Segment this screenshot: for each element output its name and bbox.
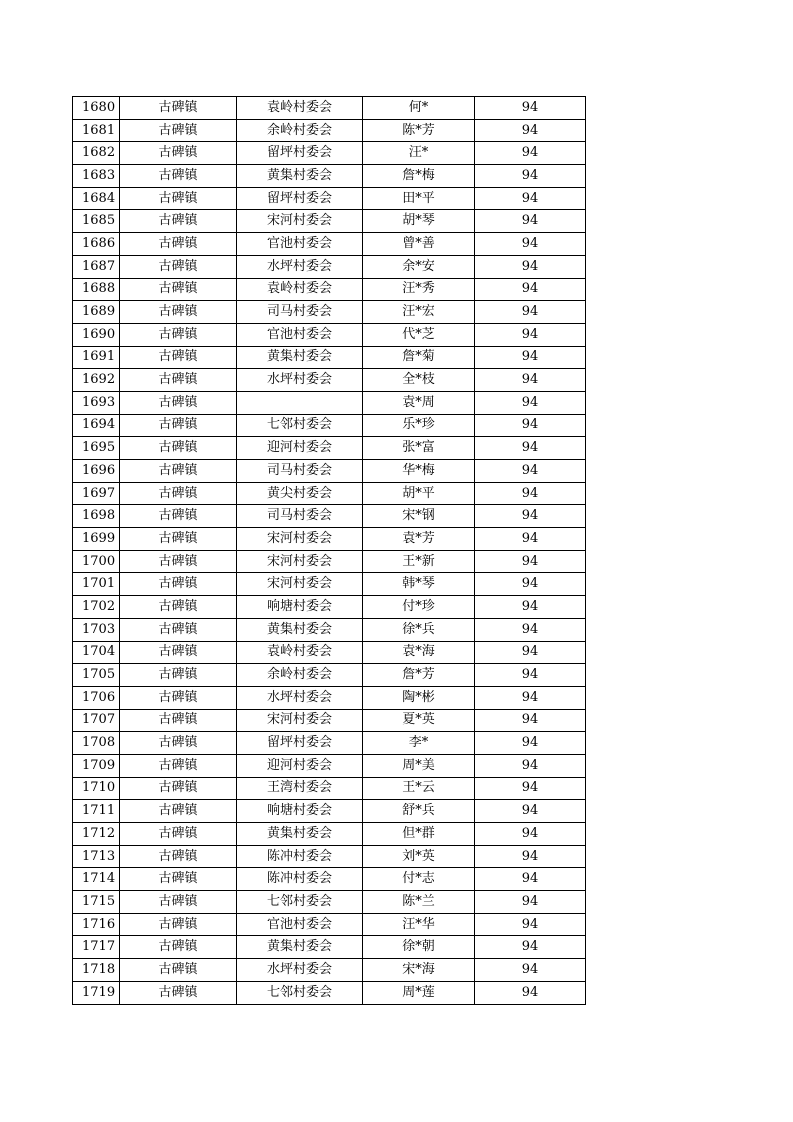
name-cell: 韩*琴 [363,573,475,596]
score-cell: 94 [475,641,586,664]
score-cell: 94 [475,391,586,414]
table-row [73,278,586,301]
name-cell: 代*芝 [363,323,475,346]
serial-number-cell: 1682 [73,142,120,165]
serial-number-cell: 1714 [73,868,120,891]
village-committee-cell: 迎河村委会 [237,437,363,460]
score-cell: 94 [475,165,586,188]
table-row [73,686,586,709]
table-row [73,596,586,619]
serial-number-cell: 1690 [73,323,120,346]
village-committee-cell: 水坪村委会 [237,959,363,982]
name-cell: 詹*梅 [363,165,475,188]
table-row [73,142,586,165]
table-row [73,482,586,505]
name-cell: 胡*平 [363,482,475,505]
serial-number-cell: 1716 [73,913,120,936]
score-cell: 94 [475,460,586,483]
score-cell: 94 [475,959,586,982]
serial-number-cell: 1705 [73,664,120,687]
town-cell: 古碑镇 [120,573,237,596]
town-cell: 古碑镇 [120,255,237,278]
village-committee-cell [237,391,363,414]
score-cell: 94 [475,573,586,596]
serial-number-cell: 1683 [73,165,120,188]
serial-number-cell: 1686 [73,233,120,256]
serial-number-cell: 1698 [73,505,120,528]
village-committee-cell: 留坪村委会 [237,732,363,755]
name-cell: 陈*芳 [363,119,475,142]
village-committee-cell: 宋河村委会 [237,528,363,551]
name-cell: 汪* [363,142,475,165]
town-cell: 古碑镇 [120,981,237,1004]
serial-number-cell: 1712 [73,823,120,846]
serial-number-cell: 1706 [73,686,120,709]
village-committee-cell: 宋河村委会 [237,210,363,233]
table-row [73,346,586,369]
village-committee-cell: 响塘村委会 [237,596,363,619]
village-committee-cell: 迎河村委会 [237,754,363,777]
name-cell: 全*枝 [363,369,475,392]
name-cell: 李* [363,732,475,755]
table-row [73,959,586,982]
name-cell: 宋*海 [363,959,475,982]
village-committee-cell: 袁岭村委会 [237,641,363,664]
table-row [73,573,586,596]
table-row [73,891,586,914]
name-cell: 陈*兰 [363,891,475,914]
name-cell: 汪*宏 [363,301,475,324]
village-committee-cell: 宋河村委会 [237,709,363,732]
table-row [73,391,586,414]
serial-number-cell: 1689 [73,301,120,324]
serial-number-cell: 1697 [73,482,120,505]
name-cell: 王*新 [363,550,475,573]
town-cell: 古碑镇 [120,460,237,483]
score-cell: 94 [475,119,586,142]
town-cell: 古碑镇 [120,414,237,437]
town-cell: 古碑镇 [120,391,237,414]
town-cell: 古碑镇 [120,596,237,619]
table-row [73,119,586,142]
score-cell: 94 [475,936,586,959]
table-row [73,97,586,120]
serial-number-cell: 1704 [73,641,120,664]
village-committee-cell: 官池村委会 [237,233,363,256]
town-cell: 古碑镇 [120,709,237,732]
serial-number-cell: 1681 [73,119,120,142]
name-cell: 汪*华 [363,913,475,936]
serial-number-cell: 1695 [73,437,120,460]
name-cell: 胡*琴 [363,210,475,233]
serial-number-cell: 1700 [73,550,120,573]
table-row [73,845,586,868]
table-row [73,369,586,392]
score-cell: 94 [475,301,586,324]
town-cell: 古碑镇 [120,119,237,142]
score-cell: 94 [475,709,586,732]
village-committee-cell: 黄集村委会 [237,165,363,188]
village-committee-cell: 七邻村委会 [237,891,363,914]
score-cell: 94 [475,505,586,528]
name-cell: 余*安 [363,255,475,278]
name-cell: 袁*周 [363,391,475,414]
score-cell: 94 [475,550,586,573]
name-cell: 华*梅 [363,460,475,483]
town-cell: 古碑镇 [120,845,237,868]
table-body [73,97,586,1005]
table-row [73,913,586,936]
town-cell: 古碑镇 [120,528,237,551]
village-committee-cell: 黄集村委会 [237,936,363,959]
name-cell: 乐*珍 [363,414,475,437]
score-cell: 94 [475,369,586,392]
table-row [73,981,586,1004]
table-row [73,414,586,437]
name-cell: 张*富 [363,437,475,460]
town-cell: 古碑镇 [120,868,237,891]
name-cell: 袁*海 [363,641,475,664]
town-cell: 古碑镇 [120,482,237,505]
village-committee-cell: 水坪村委会 [237,255,363,278]
score-cell: 94 [475,664,586,687]
score-cell: 94 [475,482,586,505]
score-cell: 94 [475,255,586,278]
town-cell: 古碑镇 [120,97,237,120]
score-cell: 94 [475,346,586,369]
village-committee-cell: 水坪村委会 [237,369,363,392]
name-cell: 袁*芳 [363,528,475,551]
score-cell: 94 [475,732,586,755]
town-cell: 古碑镇 [120,437,237,460]
score-cell: 94 [475,686,586,709]
name-cell: 詹*芳 [363,664,475,687]
town-cell: 古碑镇 [120,732,237,755]
table-row [73,800,586,823]
score-cell: 94 [475,187,586,210]
table-row [73,664,586,687]
village-committee-cell: 宋河村委会 [237,550,363,573]
town-cell: 古碑镇 [120,187,237,210]
name-cell: 宋*钢 [363,505,475,528]
table-row [73,187,586,210]
village-committee-cell: 水坪村委会 [237,686,363,709]
village-committee-cell: 官池村委会 [237,323,363,346]
town-cell: 古碑镇 [120,346,237,369]
name-cell: 王*云 [363,777,475,800]
name-cell: 夏*英 [363,709,475,732]
village-committee-cell: 黄集村委会 [237,618,363,641]
table-row [73,210,586,233]
serial-number-cell: 1684 [73,187,120,210]
village-committee-cell: 袁岭村委会 [237,278,363,301]
village-committee-cell: 留坪村委会 [237,187,363,210]
village-committee-cell: 陈冲村委会 [237,845,363,868]
score-cell: 94 [475,868,586,891]
score-cell: 94 [475,210,586,233]
score-cell: 94 [475,437,586,460]
town-cell: 古碑镇 [120,618,237,641]
village-committee-cell: 留坪村委会 [237,142,363,165]
name-cell: 陶*彬 [363,686,475,709]
serial-number-cell: 1719 [73,981,120,1004]
town-cell: 古碑镇 [120,891,237,914]
table-row [73,301,586,324]
table-row [73,528,586,551]
village-committee-cell: 响塘村委会 [237,800,363,823]
town-cell: 古碑镇 [120,754,237,777]
score-cell: 94 [475,981,586,1004]
serial-number-cell: 1691 [73,346,120,369]
village-committee-cell: 余岭村委会 [237,664,363,687]
name-cell: 付*志 [363,868,475,891]
serial-number-cell: 1718 [73,959,120,982]
score-cell: 94 [475,913,586,936]
name-cell: 曾*善 [363,233,475,256]
town-cell: 古碑镇 [120,301,237,324]
town-cell: 古碑镇 [120,823,237,846]
score-cell: 94 [475,823,586,846]
village-committee-cell: 陈冲村委会 [237,868,363,891]
name-cell: 周*美 [363,754,475,777]
name-cell: 詹*菊 [363,346,475,369]
serial-number-cell: 1694 [73,414,120,437]
village-committee-cell: 七邻村委会 [237,981,363,1004]
score-cell: 94 [475,278,586,301]
serial-number-cell: 1692 [73,369,120,392]
serial-number-cell: 1702 [73,596,120,619]
table-row [73,618,586,641]
village-committee-cell: 官池村委会 [237,913,363,936]
village-committee-cell: 司马村委会 [237,301,363,324]
serial-number-cell: 1715 [73,891,120,914]
village-committee-cell: 七邻村委会 [237,414,363,437]
serial-number-cell: 1696 [73,460,120,483]
serial-number-cell: 1688 [73,278,120,301]
table-row [73,550,586,573]
table-row [73,709,586,732]
town-cell: 古碑镇 [120,777,237,800]
table-row [73,460,586,483]
serial-number-cell: 1717 [73,936,120,959]
table-row [73,505,586,528]
town-cell: 古碑镇 [120,142,237,165]
serial-number-cell: 1703 [73,618,120,641]
town-cell: 古碑镇 [120,641,237,664]
village-committee-cell: 宋河村委会 [237,573,363,596]
village-committee-cell: 黄尖村委会 [237,482,363,505]
town-cell: 古碑镇 [120,323,237,346]
name-cell: 何* [363,97,475,120]
score-cell: 94 [475,233,586,256]
serial-number-cell: 1708 [73,732,120,755]
village-committee-cell: 王湾村委会 [237,777,363,800]
score-cell: 94 [475,97,586,120]
name-cell: 汪*秀 [363,278,475,301]
serial-number-cell: 1711 [73,800,120,823]
score-cell: 94 [475,414,586,437]
town-cell: 古碑镇 [120,800,237,823]
score-cell: 94 [475,777,586,800]
town-cell: 古碑镇 [120,913,237,936]
score-cell: 94 [475,323,586,346]
table-row [73,823,586,846]
town-cell: 古碑镇 [120,369,237,392]
town-cell: 古碑镇 [120,505,237,528]
town-cell: 古碑镇 [120,278,237,301]
name-cell: 周*莲 [363,981,475,1004]
serial-number-cell: 1710 [73,777,120,800]
score-cell: 94 [475,800,586,823]
town-cell: 古碑镇 [120,210,237,233]
name-cell: 付*珍 [363,596,475,619]
serial-number-cell: 1709 [73,754,120,777]
village-committee-cell: 司马村委会 [237,505,363,528]
town-cell: 古碑镇 [120,233,237,256]
town-cell: 古碑镇 [120,550,237,573]
score-cell: 94 [475,618,586,641]
town-cell: 古碑镇 [120,165,237,188]
name-cell: 舒*兵 [363,800,475,823]
table-row [73,868,586,891]
table-row [73,777,586,800]
serial-number-cell: 1680 [73,97,120,120]
serial-number-cell: 1713 [73,845,120,868]
town-cell: 古碑镇 [120,959,237,982]
score-cell: 94 [475,142,586,165]
serial-number-cell: 1685 [73,210,120,233]
data-table [72,96,586,1005]
town-cell: 古碑镇 [120,664,237,687]
table-row [73,165,586,188]
serial-number-cell: 1699 [73,528,120,551]
serial-number-cell: 1693 [73,391,120,414]
village-committee-cell: 黄集村委会 [237,823,363,846]
serial-number-cell: 1701 [73,573,120,596]
score-cell: 94 [475,528,586,551]
serial-number-cell: 1687 [73,255,120,278]
score-cell: 94 [475,596,586,619]
name-cell: 徐*兵 [363,618,475,641]
table-row [73,255,586,278]
village-committee-cell: 袁岭村委会 [237,97,363,120]
table-row [73,323,586,346]
score-cell: 94 [475,845,586,868]
village-committee-cell: 黄集村委会 [237,346,363,369]
score-cell: 94 [475,754,586,777]
table-row [73,936,586,959]
name-cell: 刘*英 [363,845,475,868]
table-row [73,437,586,460]
village-committee-cell: 司马村委会 [237,460,363,483]
name-cell: 徐*朝 [363,936,475,959]
name-cell: 但*群 [363,823,475,846]
town-cell: 古碑镇 [120,686,237,709]
table-row [73,233,586,256]
table-row [73,732,586,755]
village-committee-cell: 余岭村委会 [237,119,363,142]
table-row [73,754,586,777]
serial-number-cell: 1707 [73,709,120,732]
score-cell: 94 [475,891,586,914]
town-cell: 古碑镇 [120,936,237,959]
name-cell: 田*平 [363,187,475,210]
table-row [73,641,586,664]
